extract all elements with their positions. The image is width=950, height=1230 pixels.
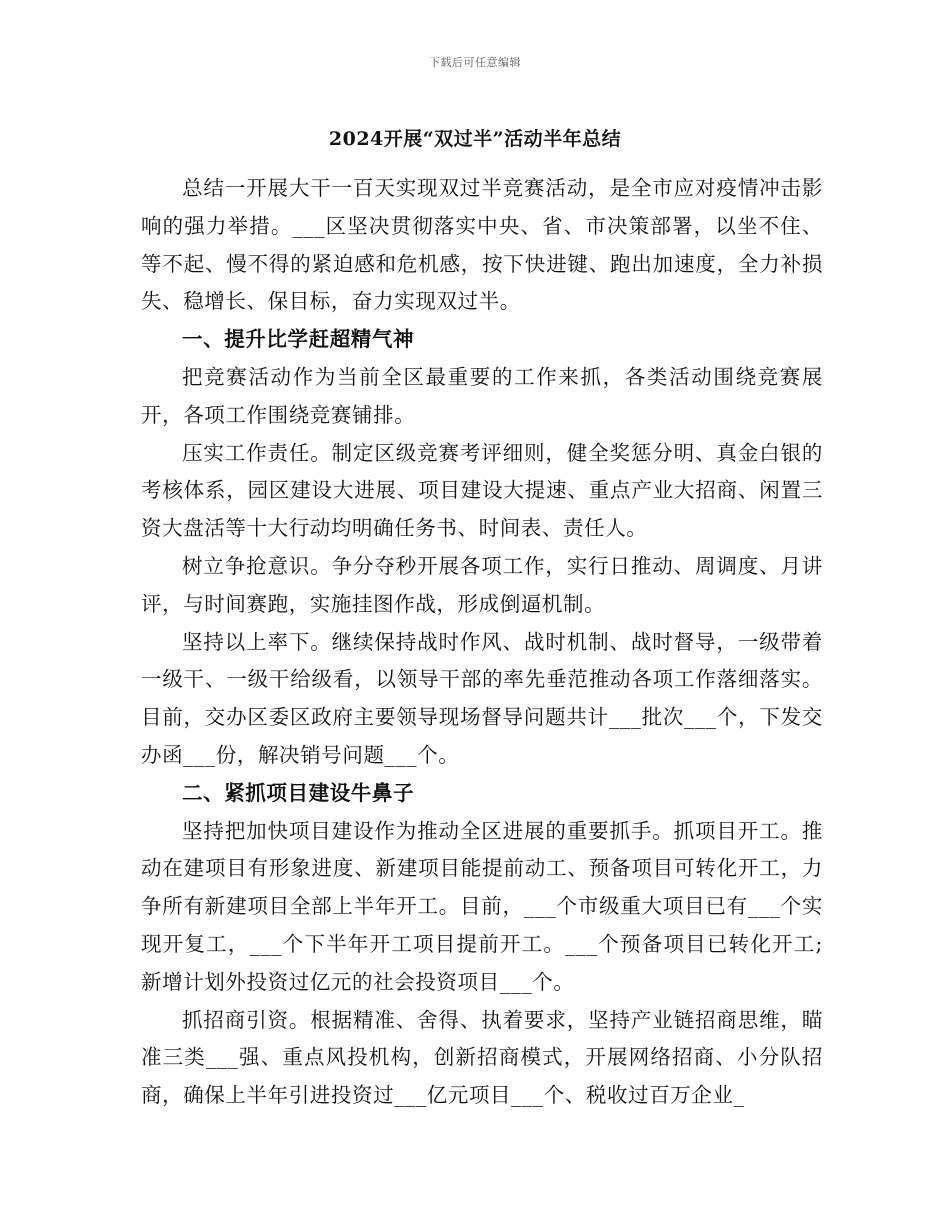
paragraph: 树立争抢意识。争分夺秒开展各项工作，实行日推动、周调度、月讲评，与时间赛跑，实施挂图作战，形成倒逼机制。: [141, 553, 823, 616]
paragraph: 坚持以上率下。继续保持战时作风、战时机制、战时督导，一级带着一级干、一级干给级看，以领导干部的率先垂范推动各项工作落细落实。目前，交办区委区政府主要领导现场督导问题共计___批次___个，下发交办函___份，解决销号问题___个。: [141, 629, 823, 767]
paragraph: 把竞赛活动作为当前全区最重要的工作来抓，各类活动围绕竞赛展开，各项工作围绕竞赛铺排。: [141, 364, 823, 427]
paragraph: 抓招商引资。根据精准、舍得、执着要求，坚持产业链招商思维，瞄准三类___强、重点风投机构，创新招商模式，开展网络招商、小分队招商，确保上半年引进投资过___亿元项目___个、税收过百万企业_: [141, 1007, 823, 1108]
section-heading: 一、提升比学赶超精气神: [182, 327, 415, 352]
paragraph: 压实工作责任。制定区级竞赛考评细则，健全奖惩分明、真金白银的考核体系，园区建设大进展、项目建设大提速、重点产业大招商、闲置三资大盘活等十大行动均明确任务书、时间表、责任人。: [141, 440, 823, 541]
document-body: [141, 170, 823, 1115]
document-title: 2024开展“双过半”活动半年总结: [328, 128, 622, 150]
paragraph: 总结一开展大干一百天实现双过半竞赛活动，是全市应对疫情冲击影响的强力举措。___区坚决贯彻落实中央、省、市决策部署，以坐不住、等不起、慢不得的紧迫感和危机感，按下快进键、跑出加速度，全力补损失、稳增长、保目标，奋力实现双过半。: [141, 176, 823, 314]
header-note: 下载后可任意编辑: [429, 56, 521, 69]
paragraph: 坚持把加快项目建设作为推动全区进展的重要抓手。抓项目开工。推动在建项目有形象进度、新建项目能提前动工、预备项目可转化开工，力争所有新建项目全部上半年开工。目前，___个市级重大项目已有___个实现开复工，___个下半年开工项目提前开工。___个预备项目已转化开工;新增计划外投资过亿元的社会投资项目___个。: [141, 818, 823, 994]
section-heading: 二、紧抓项目建设牛鼻子: [182, 780, 415, 805]
